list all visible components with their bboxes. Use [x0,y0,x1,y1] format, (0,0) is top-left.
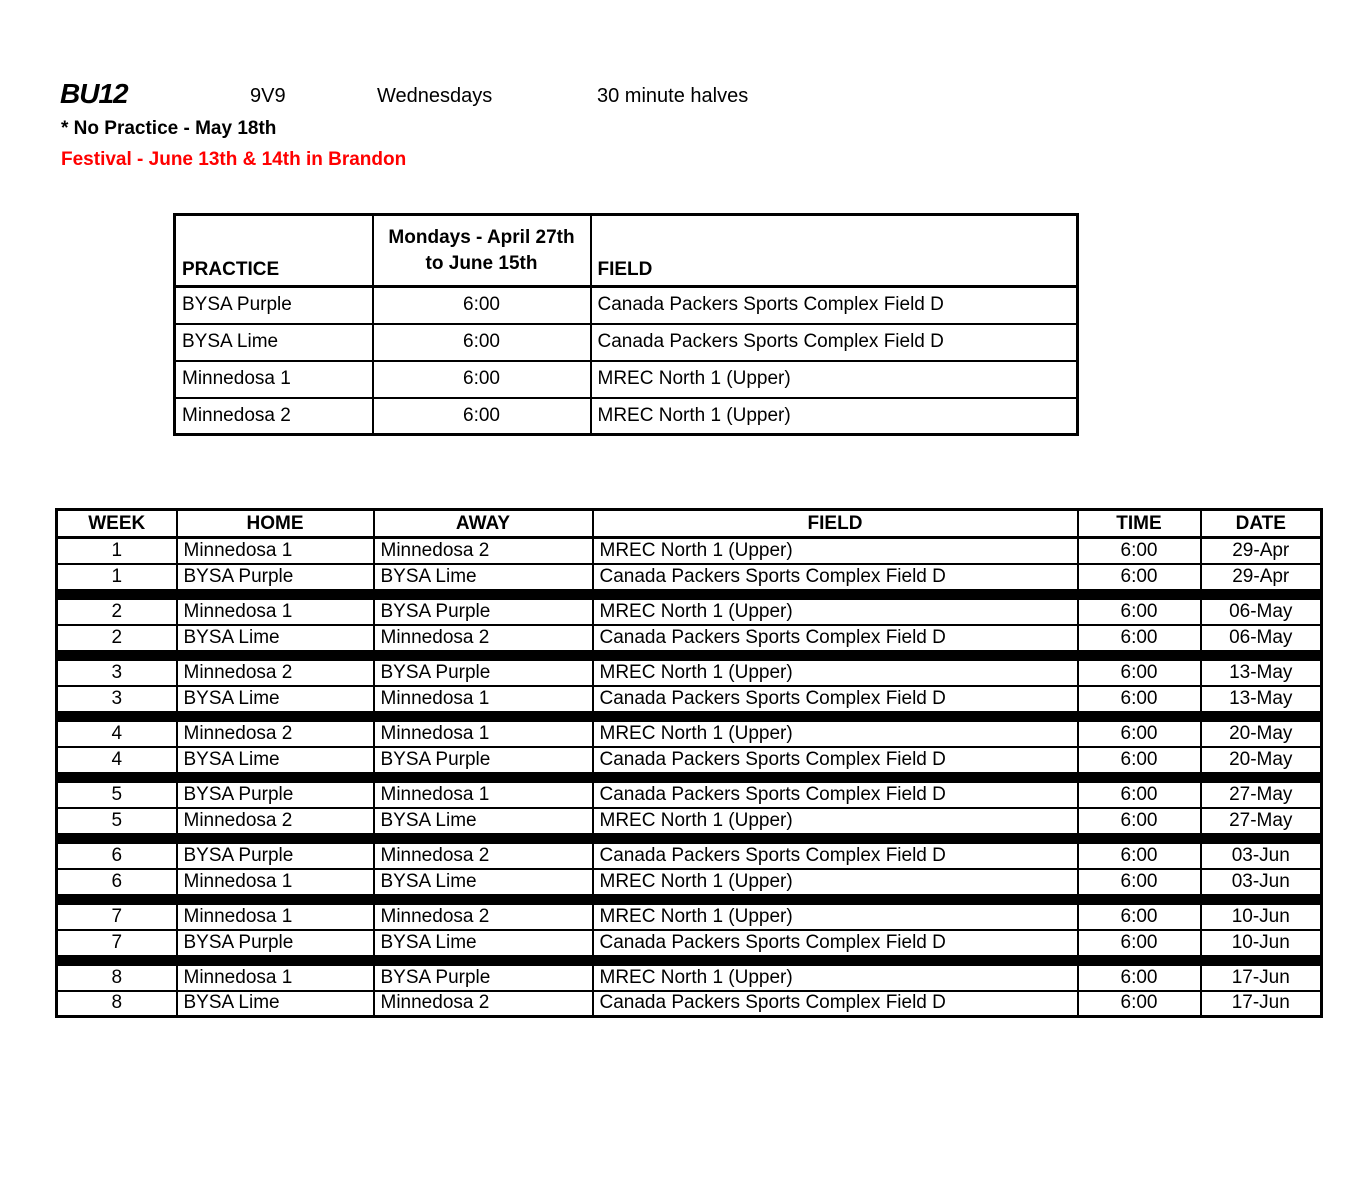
game-field-cell: Canada Packers Sports Complex Field D [593,625,1078,651]
game-row [57,808,1322,834]
game-row [57,965,1322,991]
practice-team-cell: BYSA Purple [175,287,373,324]
game-date-cell: 20-May [1201,747,1322,773]
schedule-table [55,508,1323,1018]
game-row [57,660,1322,686]
week-separator [57,651,1322,660]
game-time-cell: 6:00 [1078,721,1201,747]
game-home-cell: BYSA Purple [177,782,374,808]
game-time-cell: 6:00 [1078,843,1201,869]
week-separator [57,956,1322,965]
game-time-cell: 6:00 [1078,965,1201,991]
practice-row [175,287,1078,324]
game-week-cell: 1 [57,538,177,564]
game-away-cell: BYSA Lime [374,869,593,895]
game-time-cell: 6:00 [1078,930,1201,956]
game-home-cell: Minnedosa 2 [177,660,374,686]
practice-header-team: PRACTICE [175,215,373,287]
practice-time-cell: 6:00 [373,287,591,324]
game-date-cell: 10-Jun [1201,930,1322,956]
game-home-cell: BYSA Purple [177,564,374,590]
week-separator [57,590,1322,599]
game-week-cell: 2 [57,599,177,625]
week-separator-bar [57,712,1322,721]
week-separator [57,895,1322,904]
game-time-cell: 6:00 [1078,869,1201,895]
game-week-cell: 3 [57,686,177,712]
game-row [57,747,1322,773]
game-week-cell: 8 [57,965,177,991]
game-away-cell: BYSA Lime [374,808,593,834]
game-home-cell: BYSA Lime [177,991,374,1017]
note-no-practice: * No Practice - May 18th [61,118,277,139]
game-date-cell: 13-May [1201,686,1322,712]
practice-team-cell: BYSA Lime [175,324,373,361]
game-week-cell: 7 [57,904,177,930]
game-away-cell: BYSA Lime [374,930,593,956]
game-day: Wednesdays [377,85,493,107]
game-time-cell: 6:00 [1078,564,1201,590]
game-home-cell: Minnedosa 2 [177,721,374,747]
practice-field-cell: MREC North 1 (Upper) [591,398,1078,435]
practice-team-cell: Minnedosa 1 [175,361,373,398]
game-time-cell: 6:00 [1078,991,1201,1017]
week-separator [57,834,1322,843]
game-date-cell: 29-Apr [1201,564,1322,590]
game-row [57,625,1322,651]
game-away-cell: Minnedosa 1 [374,721,593,747]
game-time-cell: 6:00 [1078,599,1201,625]
game-date-cell: 20-May [1201,721,1322,747]
game-time-cell: 6:00 [1078,625,1201,651]
game-away-cell: Minnedosa 2 [374,991,593,1017]
game-time-cell: 6:00 [1078,538,1201,564]
schedule-header-away: AWAY [374,510,593,538]
game-row [57,686,1322,712]
game-week-cell: 7 [57,930,177,956]
game-date-cell: 06-May [1201,599,1322,625]
game-away-cell: Minnedosa 1 [374,686,593,712]
schedule-header-week: WEEK [57,510,177,538]
game-format: 9V9 [250,85,286,107]
game-row [57,904,1322,930]
game-away-cell: BYSA Purple [374,660,593,686]
game-week-cell: 4 [57,721,177,747]
game-home-cell: Minnedosa 1 [177,599,374,625]
game-field-cell: MREC North 1 (Upper) [593,599,1078,625]
game-time-cell: 6:00 [1078,904,1201,930]
game-time-cell: 6:00 [1078,808,1201,834]
game-time-cell: 6:00 [1078,660,1201,686]
schedule-header-row [57,510,1322,538]
week-separator-bar [57,834,1322,843]
game-field-cell: MREC North 1 (Upper) [593,538,1078,564]
note-festival: Festival - June 13th & 14th in Brandon [61,149,407,170]
game-date-cell: 10-Jun [1201,904,1322,930]
game-away-cell: Minnedosa 2 [374,843,593,869]
game-row [57,991,1322,1017]
game-away-cell: BYSA Purple [374,965,593,991]
practice-table [173,213,1079,436]
week-separator-bar [57,956,1322,965]
game-field-cell: MREC North 1 (Upper) [593,904,1078,930]
game-date-cell: 03-Jun [1201,843,1322,869]
game-row [57,538,1322,564]
practice-header-row [175,215,1078,287]
week-separator [57,712,1322,721]
game-home-cell: Minnedosa 1 [177,538,374,564]
game-row [57,721,1322,747]
game-home-cell: BYSA Purple [177,843,374,869]
game-field-cell: MREC North 1 (Upper) [593,808,1078,834]
schedule-header-home: HOME [177,510,374,538]
game-date-cell: 17-Jun [1201,965,1322,991]
game-field-cell: MREC North 1 (Upper) [593,660,1078,686]
practice-time-cell: 6:00 [373,398,591,435]
game-time-cell: 6:00 [1078,782,1201,808]
schedule-header-date: DATE [1201,510,1322,538]
practice-time-cell: 6:00 [373,361,591,398]
game-date-cell: 06-May [1201,625,1322,651]
practice-row [175,398,1078,435]
header-line [0,78,1357,112]
schedule-header-time: TIME [1078,510,1201,538]
game-field-cell: MREC North 1 (Upper) [593,721,1078,747]
game-week-cell: 5 [57,782,177,808]
practice-row [175,361,1078,398]
practice-field-cell: MREC North 1 (Upper) [591,361,1078,398]
game-away-cell: Minnedosa 2 [374,904,593,930]
game-week-cell: 3 [57,660,177,686]
game-week-cell: 4 [57,747,177,773]
practice-field-cell: Canada Packers Sports Complex Field D [591,287,1078,324]
game-date-cell: 27-May [1201,808,1322,834]
game-field-cell: MREC North 1 (Upper) [593,965,1078,991]
game-date-cell: 13-May [1201,660,1322,686]
game-halves: 30 minute halves [597,85,749,107]
game-date-cell: 27-May [1201,782,1322,808]
week-separator-bar [57,651,1322,660]
game-home-cell: Minnedosa 1 [177,869,374,895]
game-away-cell: BYSA Purple [374,599,593,625]
game-field-cell: Canada Packers Sports Complex Field D [593,991,1078,1017]
game-time-cell: 6:00 [1078,747,1201,773]
week-separator-bar [57,773,1322,782]
game-home-cell: Minnedosa 2 [177,808,374,834]
game-home-cell: Minnedosa 1 [177,965,374,991]
game-home-cell: BYSA Purple [177,930,374,956]
practice-header-field: FIELD [591,215,1078,287]
game-away-cell: Minnedosa 2 [374,538,593,564]
game-row [57,564,1322,590]
game-week-cell: 5 [57,808,177,834]
practice-field-cell: Canada Packers Sports Complex Field D [591,324,1078,361]
game-field-cell: Canada Packers Sports Complex Field D [593,686,1078,712]
game-home-cell: Minnedosa 1 [177,904,374,930]
game-field-cell: Canada Packers Sports Complex Field D [593,930,1078,956]
week-separator [57,773,1322,782]
schedule-table-body [57,538,1322,1017]
game-week-cell: 8 [57,991,177,1017]
week-separator-bar [57,590,1322,599]
game-date-cell: 03-Jun [1201,869,1322,895]
game-away-cell: Minnedosa 1 [374,782,593,808]
game-away-cell: BYSA Purple [374,747,593,773]
game-away-cell: BYSA Lime [374,564,593,590]
game-row [57,843,1322,869]
game-home-cell: BYSA Lime [177,747,374,773]
game-date-cell: 17-Jun [1201,991,1322,1017]
game-field-cell: Canada Packers Sports Complex Field D [593,782,1078,808]
game-week-cell: 2 [57,625,177,651]
game-week-cell: 6 [57,843,177,869]
game-field-cell: Canada Packers Sports Complex Field D [593,843,1078,869]
week-separator-bar [57,895,1322,904]
practice-table-body [175,287,1078,435]
game-field-cell: Canada Packers Sports Complex Field D [593,564,1078,590]
game-field-cell: MREC North 1 (Upper) [593,869,1078,895]
game-home-cell: BYSA Lime [177,625,374,651]
game-away-cell: Minnedosa 2 [374,625,593,651]
game-row [57,782,1322,808]
game-row [57,930,1322,956]
division-title: BU12 [60,78,128,109]
practice-team-cell: Minnedosa 2 [175,398,373,435]
practice-time-cell: 6:00 [373,324,591,361]
game-date-cell: 29-Apr [1201,538,1322,564]
practice-header-schedule: Mondays - April 27th to June 15th [373,215,591,287]
game-row [57,869,1322,895]
game-week-cell: 6 [57,869,177,895]
game-home-cell: BYSA Lime [177,686,374,712]
practice-row [175,324,1078,361]
game-field-cell: Canada Packers Sports Complex Field D [593,747,1078,773]
game-week-cell: 1 [57,564,177,590]
game-time-cell: 6:00 [1078,686,1201,712]
game-row [57,599,1322,625]
schedule-header-field: FIELD [593,510,1078,538]
